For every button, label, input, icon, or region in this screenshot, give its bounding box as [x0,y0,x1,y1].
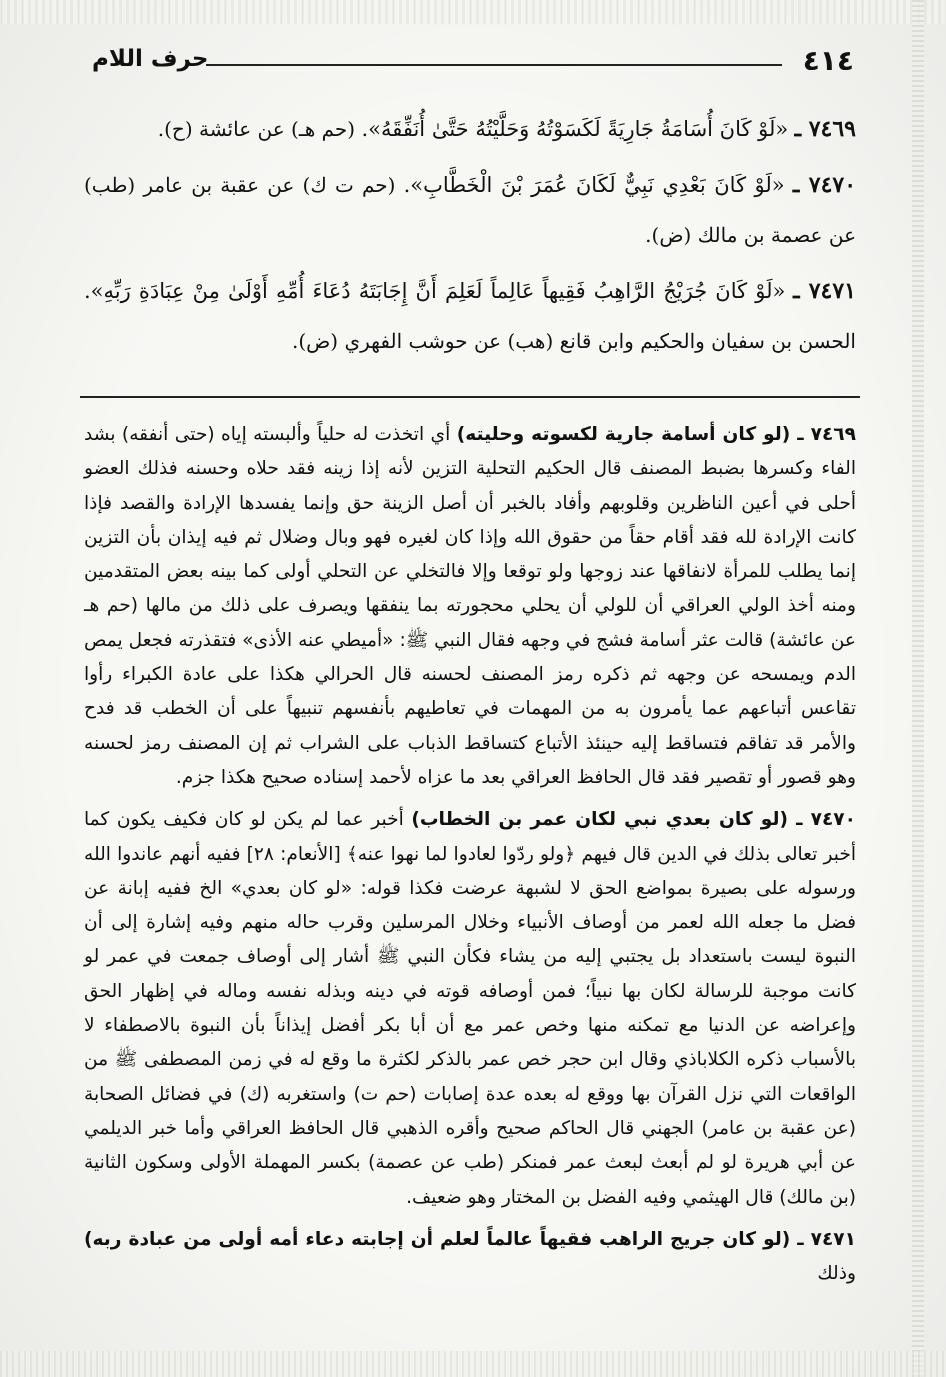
scan-edge-bottom [0,1351,946,1377]
hadith-entry [84,266,856,366]
hadith-number: ٧٤٧٠ ـ [792,172,857,198]
hadith-source: الحسن بن سفيان والحكيم وابن قانع (هب) عن حوشب الفهري (ض). [291,329,856,353]
scan-edge-top [0,0,946,24]
commentary-text: أخبر عما لم يكن لو كان فكيف يكون كما أخبر تعالى بذلك في الدين قال فيهم ﴿ولو ردّوا لعادوا لما نهوا عنه﴾ [الأنعام: ٢٨] ففيه أنهم عاندوا الله ورسوله على بصيرة بمواضع الحق لا لشبهة عرضت فكذا قوله: «لو كان بعدي» الخ ففيه إبانة عن فضل ما جعله الله لعمر من أوصاف الأنبياء وخلال المرسلين وقرب حاله منهم وفيه إشارة إلى أن النبوة ليست باستعداد بل يجتبي إليه من يشاء فكأن النبي ﷺ أشار إلى أوصاف جمعت في عمر لو كانت موجبة للرسالة لكان بها نبياً؛ فمن أوصافه قوته في دينه وبذله نفسه وماله في إظهار الحق وإعراضه عن الدنيا مع تمكنه منها وخص عمر مع أن أبا بكر أفضل إيذاناً بأن النبوة بالاصطفاء لا بالأسباب ذكره الكلاباذي وقال ابن حجر خص عمر بالذكر لكثرة ما وقع له في زمن المصطفى ﷺ من الواقعات التي نزل القرآن بها ووقع له بعده عدة إصابات (حم ت) واستغربه (ك) في فضائل الصحابة (عن عقبة بن عامر) الجهني قال الحاكم صحيح وأقره الذهبي قال الحافظ العراقي وأما خبر الديلمي عن أبي هريرة لو لم أبعث لبعث عمر فمنكر (طب عن عصمة) بكسر المهملة الأولى وسكون الثانية (بن مالك) قال الهيثمي وفيه الفضل بن المختار وهو ضعيف. [84,809,856,1208]
page-number: ٤١٤ [802,44,854,77]
hadith-text: «لَوْ كَانَ جُرَيْجُ الرَّاهِبُ فَقِيهاً عَالِماً لَعَلِمَ أَنَّ إِجَابَتَهُ دُعَاءَ أُمِّهِ أَوْلَىٰ مِنْ عِبَادَةِ رَبِّهِ». [84,279,786,303]
commentary-text: أي اتخذت له حلياً وألبسته إياه (حتى أنفقه) بشد الفاء وكسرها بضبط المصنف قال الحكيم التحلية التزين لأنه إذا زينه فقد حلاه وحسنه فذلك العضو أحلى في أعين الناظرين وقلوبهم وأفاد بالخبر أن أصل الزينة حق وإنما يفسدها الإرادة والقصد فإذا كانت الإرادة لله فقد أقام حقاً من حقوق الله وإذا كان لغيره فهو وبال وضلال ثم فيه إيذان بأن التزين إنما يطلب للمرأة لانفاقها عند زوجها ولو توقعا وإلا فالتخلي عن التحلي أولى كما بينه بعض المتقدمين ومنه أخذ الولي العراقي أن للولي أن يحلي محجورته بما ينفقها ويصرف على ذلك من مالها (حم هـ عن عائشة) قالت عثر أسامة فشج في وجهه فقال النبي ﷺ: «أميطي عنه الأذى» فتقذرته فجعل يمص الدم ويمسحه عن وجهه ثم ذكره رمز المصنف لحسنه قال الحرالي هكذا على عادة الكبراء رأوا تقاعس أتباعهم عما يأمرون به من المهمات في تعاطيهم بأنفسهم تنبيهاً على أن الخطب قد فدح والأمر قد تفاقم فتساقط إليه حينئذ الأتباع كتساقط الذباب على الشراب ثم إن المصنف رمز لحسنه وهو قصور أو تقصير فقد قال الحافظ العراقي بعد ما عزاه لأحمد إسناده صحيح هكذا جزم. [84,424,856,788]
commentary-lead: ٧٤٧١ ـ (لو كان جريج الراهب فقيهاً عالماً لعلم أن إجابته دعاء أمه أولى من عبادة ربه) [84,1228,856,1250]
commentary-text: وذلك [817,1263,856,1285]
chapter-title: حرف اللام [92,46,209,72]
commentary-paragraph [84,418,856,795]
hadith-text: «لَوْ كَانَ بَعْدِي نَبِيٌّ لَكَانَ عُمَرَ بْنَ الْخَطَّابِ». [403,173,785,197]
hadith-text: «لَوْ كَانَ أُسَامَةُ جَارِيَةً لَكَسَوْتُهُ وَحَلَّيْتُهُ حَتَّىٰ أُنَفِّقَهُ». [361,117,789,141]
hadith-source: (حم هـ) عن عائشة (ح). [157,117,356,141]
hadith-number: ٧٤٧١ ـ [793,278,856,304]
scan-edge-right [912,0,924,1377]
page-header [86,42,854,78]
header-rule [206,64,782,66]
commentary-lead: ٧٤٧٠ ـ (لو كان بعدي نبي لكان عمر بن الخطاب) [411,809,856,831]
commentary-paragraph [84,1223,856,1292]
commentary-paragraph [84,803,856,1215]
commentary-lead: ٧٤٦٩ ـ (لو كان أسامة جارية لكسوته وحليته) [456,424,856,445]
commentary-section [84,418,856,1299]
section-divider [80,396,860,398]
hadith-source: (حم ت ك) عن عقبة بن عامر (طب) عن عصمة بن مالك (ض). [84,173,856,247]
hadith-number: ٧٤٦٩ ـ [794,116,856,142]
hadith-section [84,104,856,372]
hadith-entry [84,104,856,154]
hadith-entry [84,160,856,260]
